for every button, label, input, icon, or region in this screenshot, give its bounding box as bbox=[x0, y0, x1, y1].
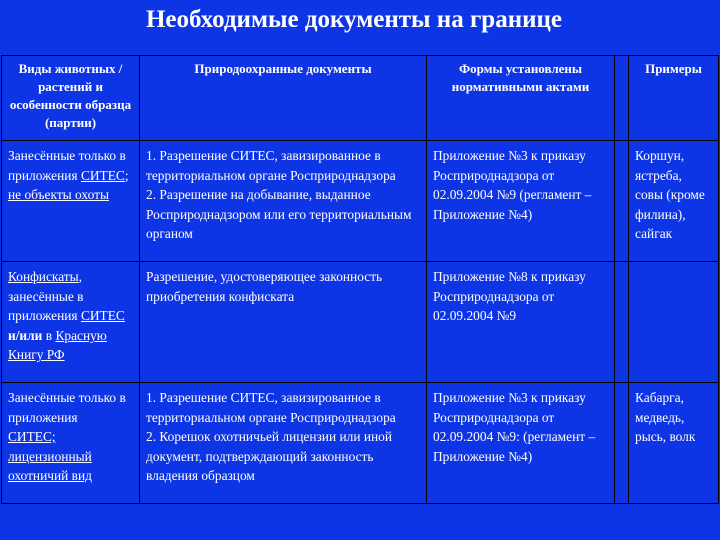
documents-cell: 1. Разрешение СИТЕС, завизированное в территориальном органе Росприроднадзора 2. Корешок охотничьей лицензии или иной документ, подтверждающий законность владения образцом bbox=[140, 383, 427, 504]
forms-cell: Приложение №8 к приказу Росприроднадзора от 02.09.2004 №9 bbox=[427, 262, 615, 383]
header-documents: Природоохранные документы bbox=[140, 56, 427, 141]
licensed-hunting-link[interactable]: лицензионный охотничий вид bbox=[8, 448, 92, 484]
table-row bbox=[2, 383, 719, 504]
cites-link[interactable]: СИТЕС bbox=[80, 308, 125, 324]
table-row bbox=[2, 141, 719, 262]
header-examples: Примеры bbox=[629, 56, 719, 141]
table-header-row bbox=[2, 56, 719, 141]
examples-cell bbox=[629, 262, 719, 383]
header-species: Виды животных / растений и особенности образца (партии) bbox=[2, 56, 140, 141]
species-cell: Занесённые только в приложения СИТЕС; не объекты охоты bbox=[2, 141, 140, 262]
documents-cell: Разрешение, удостоверяющее законность приобретения конфиската bbox=[140, 262, 427, 383]
spacer-cell bbox=[615, 262, 629, 383]
examples-cell: Кабарга, медведь, рысь, волк bbox=[629, 383, 719, 504]
cites-link[interactable]: СИТЕС bbox=[80, 167, 125, 183]
spacer-cell bbox=[615, 383, 629, 504]
documents-cell: 1. Разрешение СИТЕС, завизированное в территориальном органе Росприроднадзора 2. Разрешение на добывание, выданное Росприроднадзором или его территориальным органом bbox=[140, 141, 427, 262]
forms-cell: Приложение №3 к приказу Росприроднадзора от 02.09.2004 №9 (регламент – Приложение №4) bbox=[427, 141, 615, 262]
cites-link[interactable]: СИТЕС; bbox=[8, 429, 56, 445]
red-book-link[interactable]: Красную Книгу РФ bbox=[8, 327, 107, 363]
table-row bbox=[2, 262, 719, 383]
header-spacer bbox=[615, 56, 629, 141]
examples-cell: Коршун, ястреба, совы (кроме филина), сайгак bbox=[629, 141, 719, 262]
species-cell: Конфискаты, занесённые в приложения СИТЕС и/или в Красную Книгу РФ bbox=[2, 262, 140, 383]
species-cell: Занесённые только в приложения СИТЕС; лицензионный охотничий вид bbox=[2, 383, 140, 504]
spacer-cell bbox=[615, 141, 629, 262]
confiscates-link[interactable]: Конфискаты bbox=[8, 269, 79, 284]
page-title: Необходимые документы на границе bbox=[145, 6, 563, 33]
header-forms: Формы установлены нормативными актами bbox=[427, 56, 615, 141]
not-hunting-link[interactable]: не объекты охоты bbox=[8, 187, 109, 203]
documents-table bbox=[1, 55, 719, 504]
forms-cell: Приложение №3 к приказу Росприроднадзора от 02.09.2004 №9: (регламент – Приложение №4) bbox=[427, 383, 615, 504]
